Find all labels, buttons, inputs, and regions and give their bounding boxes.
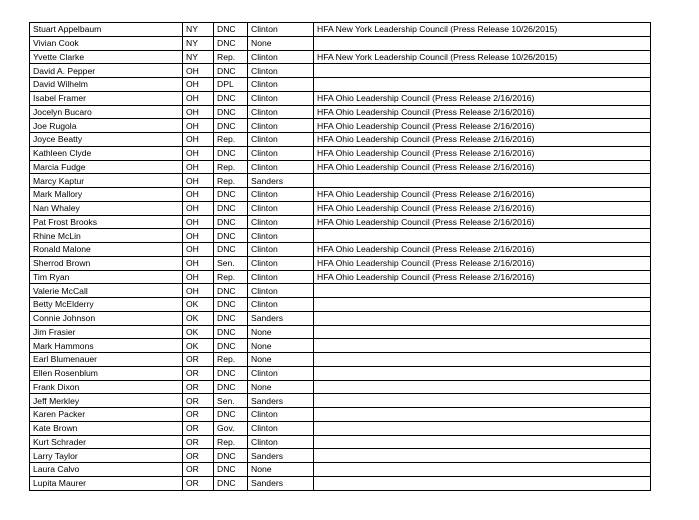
source-cell: HFA Ohio Leadership Council (Press Release 2/16/2016) [314,160,651,174]
delegate-name-cell: Kathleen Clyde [30,146,183,160]
role-cell: DNC [214,380,248,394]
delegate-name-cell: Joe Rugola [30,119,183,133]
endorsement-cell: Clinton [248,188,314,202]
role-cell: Sen. [214,256,248,270]
table-row [30,188,651,202]
role-cell: Rep. [214,50,248,64]
source-cell [314,380,651,394]
state-cell: OH [183,284,214,298]
endorsement-cell: Clinton [248,78,314,92]
delegate-name-cell: Lupita Maurer [30,476,183,490]
table-row [30,339,651,353]
role-cell: DNC [214,119,248,133]
role-cell: DNC [214,449,248,463]
endorsement-cell: Clinton [248,201,314,215]
source-cell: HFA Ohio Leadership Council (Press Release 2/16/2016) [314,215,651,229]
state-cell: OR [183,421,214,435]
table-row [30,449,651,463]
state-cell: OR [183,380,214,394]
role-cell: DNC [214,23,248,37]
delegate-name-cell: Tim Ryan [30,270,183,284]
state-cell: OH [183,133,214,147]
table-row [30,394,651,408]
source-cell [314,284,651,298]
delegate-name-cell: Kurt Schrader [30,435,183,449]
endorsement-cell: None [248,325,314,339]
state-cell: OH [183,256,214,270]
source-cell [314,64,651,78]
table-row [30,50,651,64]
source-cell [314,311,651,325]
endorsement-cell: Clinton [248,215,314,229]
role-cell: DNC [214,463,248,477]
role-cell: DNC [214,64,248,78]
table-row [30,215,651,229]
endorsement-cell: Clinton [248,160,314,174]
state-cell: OR [183,353,214,367]
source-cell: HFA Ohio Leadership Council (Press Release 2/16/2016) [314,91,651,105]
endorsement-cell: Clinton [248,366,314,380]
endorsement-cell: Clinton [248,421,314,435]
table-row [30,174,651,188]
endorsement-cell: Sanders [248,311,314,325]
endorsement-cell: None [248,339,314,353]
state-cell: OK [183,311,214,325]
table-row [30,298,651,312]
table-row [30,270,651,284]
state-cell: OR [183,408,214,422]
delegate-name-cell: David Wilhelm [30,78,183,92]
state-cell: OH [183,201,214,215]
table-row [30,284,651,298]
delegate-name-cell: Pat Frost Brooks [30,215,183,229]
endorsement-cell: Clinton [248,408,314,422]
state-cell: OH [183,160,214,174]
role-cell: DNC [214,243,248,257]
role-cell: DNC [214,188,248,202]
source-cell [314,449,651,463]
state-cell: OH [183,270,214,284]
role-cell: Rep. [214,133,248,147]
role-cell: DNC [214,229,248,243]
source-cell [314,298,651,312]
table-row [30,311,651,325]
table-row [30,201,651,215]
delegate-name-cell: Marcia Fudge [30,160,183,174]
role-cell: DNC [214,284,248,298]
delegate-name-cell: Isabel Framer [30,91,183,105]
source-cell [314,339,651,353]
source-cell [314,476,651,490]
state-cell: NY [183,23,214,37]
table-row [30,105,651,119]
delegate-name-cell: Laura Calvo [30,463,183,477]
endorsement-cell: Clinton [248,435,314,449]
endorsement-cell: Clinton [248,91,314,105]
delegate-name-cell: Nan Whaley [30,201,183,215]
role-cell: DNC [214,339,248,353]
endorsement-cell: Sanders [248,449,314,463]
state-cell: OR [183,449,214,463]
delegate-name-cell: David A. Pepper [30,64,183,78]
state-cell: OH [183,64,214,78]
table-row [30,91,651,105]
table-row [30,256,651,270]
state-cell: NY [183,50,214,64]
delegate-name-cell: Jocelyn Bucaro [30,105,183,119]
source-cell [314,408,651,422]
role-cell: Sen. [214,394,248,408]
source-cell: HFA New York Leadership Council (Press Release 10/26/2015) [314,23,651,37]
endorsement-cell: Clinton [248,133,314,147]
role-cell: DNC [214,215,248,229]
state-cell: OK [183,325,214,339]
endorsement-cell: Clinton [248,298,314,312]
table-row [30,119,651,133]
role-cell: DNC [214,408,248,422]
state-cell: OH [183,119,214,133]
delegate-name-cell: Earl Blumenauer [30,353,183,367]
table-row [30,36,651,50]
endorsement-cell: Sanders [248,174,314,188]
endorsement-cell: Clinton [248,146,314,160]
state-cell: OH [183,146,214,160]
role-cell: DNC [214,298,248,312]
role-cell: DNC [214,91,248,105]
role-cell: Rep. [214,270,248,284]
endorsement-cell: None [248,463,314,477]
source-cell: HFA Ohio Leadership Council (Press Release 2/16/2016) [314,119,651,133]
table-row [30,78,651,92]
table-row [30,476,651,490]
delegate-name-cell: Marcy Kaptur [30,174,183,188]
endorsement-cell: Clinton [248,256,314,270]
state-cell: OH [183,78,214,92]
source-cell: HFA New York Leadership Council (Press Release 10/26/2015) [314,50,651,64]
table-body [30,23,651,491]
delegate-table [29,22,651,491]
table-row [30,243,651,257]
source-cell [314,353,651,367]
source-cell: HFA Ohio Leadership Council (Press Release 2/16/2016) [314,146,651,160]
endorsement-cell: Clinton [248,50,314,64]
role-cell: DNC [214,105,248,119]
state-cell: OH [183,174,214,188]
role-cell: DNC [214,366,248,380]
table-row [30,133,651,147]
role-cell: DPL [214,78,248,92]
table-row [30,408,651,422]
state-cell: OR [183,463,214,477]
source-cell [314,325,651,339]
state-cell: OH [183,188,214,202]
delegate-name-cell: Frank Dixon [30,380,183,394]
source-cell [314,174,651,188]
endorsement-cell: None [248,380,314,394]
endorsement-cell: Clinton [248,243,314,257]
state-cell: OH [183,91,214,105]
table-row [30,229,651,243]
state-cell: OH [183,243,214,257]
delegate-name-cell: Jeff Merkley [30,394,183,408]
role-cell: Rep. [214,353,248,367]
delegate-name-cell: Yvette Clarke [30,50,183,64]
source-cell [314,421,651,435]
table-row [30,64,651,78]
state-cell: OR [183,435,214,449]
delegate-name-cell: Ellen Rosenblum [30,366,183,380]
table-row [30,435,651,449]
source-cell [314,78,651,92]
table-row [30,380,651,394]
source-cell [314,394,651,408]
role-cell: Gov. [214,421,248,435]
source-cell [314,435,651,449]
state-cell: OR [183,394,214,408]
state-cell: OH [183,229,214,243]
endorsement-cell: Sanders [248,394,314,408]
delegate-name-cell: Kate Brown [30,421,183,435]
role-cell: DNC [214,325,248,339]
table-row [30,146,651,160]
endorsement-cell: Clinton [248,64,314,78]
delegate-name-cell: Connie Johnson [30,311,183,325]
state-cell: OK [183,298,214,312]
delegate-name-cell: Valerie McCall [30,284,183,298]
source-cell: HFA Ohio Leadership Council (Press Release 2/16/2016) [314,270,651,284]
delegate-name-cell: Jim Frasier [30,325,183,339]
source-cell [314,366,651,380]
source-cell: HFA Ohio Leadership Council (Press Release 2/16/2016) [314,256,651,270]
table-row [30,463,651,477]
endorsement-cell: Sanders [248,476,314,490]
source-cell: HFA Ohio Leadership Council (Press Release 2/16/2016) [314,133,651,147]
delegate-name-cell: Betty McElderry [30,298,183,312]
endorsement-cell: None [248,36,314,50]
role-cell: DNC [214,476,248,490]
delegate-name-cell: Mark Mallory [30,188,183,202]
delegate-name-cell: Sherrod Brown [30,256,183,270]
role-cell: Rep. [214,435,248,449]
table-row [30,421,651,435]
table-row [30,160,651,174]
table-row [30,23,651,37]
delegate-name-cell: Ronald Malone [30,243,183,257]
endorsement-cell: Clinton [248,23,314,37]
source-cell [314,463,651,477]
state-cell: OH [183,215,214,229]
source-cell: HFA Ohio Leadership Council (Press Release 2/16/2016) [314,188,651,202]
state-cell: OH [183,105,214,119]
state-cell: OK [183,339,214,353]
delegate-name-cell: Joyce Beatty [30,133,183,147]
delegate-name-cell: Larry Taylor [30,449,183,463]
role-cell: Rep. [214,160,248,174]
role-cell: DNC [214,36,248,50]
source-cell: HFA Ohio Leadership Council (Press Release 2/16/2016) [314,243,651,257]
state-cell: OR [183,476,214,490]
source-cell: HFA Ohio Leadership Council (Press Release 2/16/2016) [314,105,651,119]
table-row [30,353,651,367]
endorsement-cell: None [248,353,314,367]
source-cell [314,36,651,50]
endorsement-cell: Clinton [248,229,314,243]
role-cell: DNC [214,146,248,160]
endorsement-cell: Clinton [248,119,314,133]
table-row [30,366,651,380]
source-cell [314,229,651,243]
delegate-name-cell: Mark Hammons [30,339,183,353]
delegate-name-cell: Karen Packer [30,408,183,422]
delegate-name-cell: Vivian Cook [30,36,183,50]
endorsement-cell: Clinton [248,284,314,298]
state-cell: OR [183,366,214,380]
role-cell: Rep. [214,174,248,188]
source-cell: HFA Ohio Leadership Council (Press Release 2/16/2016) [314,201,651,215]
delegate-name-cell: Rhine McLin [30,229,183,243]
endorsement-cell: Clinton [248,105,314,119]
role-cell: DNC [214,201,248,215]
delegate-name-cell: Stuart Appelbaum [30,23,183,37]
table-row [30,325,651,339]
role-cell: DNC [214,311,248,325]
state-cell: NY [183,36,214,50]
endorsement-cell: Clinton [248,270,314,284]
